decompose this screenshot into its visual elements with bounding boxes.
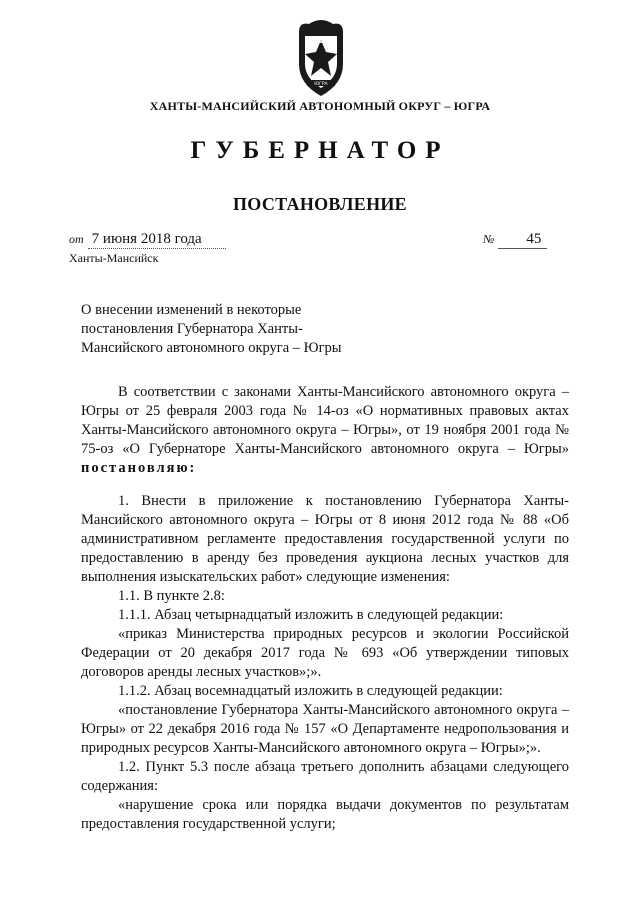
date-prefix: от <box>69 232 84 246</box>
number-value: 45 <box>498 231 547 249</box>
paragraph-1-2: 1.2. Пункт 5.3 после абзаца третьего дополнить абзацами следующего содержания: <box>81 759 569 794</box>
number-prefix: № <box>483 232 495 246</box>
coat-of-arms-icon <box>293 18 349 102</box>
paragraph-1-1-2-text: «постановление Губернатора Ханты-Мансийского автономного округа – Югры» от 22 декабря 2016 года № 157 «О Департаменте недропользования и природных ресурсов Ханты-Мансийского автономного округа – Югры»;». <box>81 702 569 756</box>
number-line <box>483 231 547 249</box>
paragraph-1-2-text: «нарушение срока или порядка выдачи документов по результатам предоставления государственной услуги; <box>81 797 569 832</box>
date-value: 7 июня 2018 года <box>88 231 226 249</box>
resolve-word: постановляю: <box>81 460 197 476</box>
subject-line: О внесении изменений в некоторые <box>81 302 302 318</box>
preamble <box>81 383 569 478</box>
governor-title: ГУБЕРНАТОР <box>190 137 450 164</box>
date-line <box>69 231 226 249</box>
paragraph-1-1-2: 1.1.2. Абзац восемнадцатый изложить в следующей редакции: <box>118 683 503 699</box>
region-title: ХАНТЫ-МАНСИЙСКИЙ АВТОНОМНЫЙ ОКРУГ – ЮГРА <box>149 99 491 113</box>
city: Ханты-Мансийск <box>69 251 159 265</box>
paragraph-1-1: 1.1. В пункте 2.8: <box>118 588 225 604</box>
paragraph-1-1-1-text: «приказ Министерства природных ресурсов и экологии Российской Федерации от 20 декабря 2017 года № 693 «Об утверждении типовых договоров аренды лесных участков»;». <box>81 626 569 680</box>
paragraph-1: 1. Внести в приложение к постановлению Губернатора Ханты-Мансийского автономного округа – Югры от 8 июня 2012 года № 88 «Об административном регламенте предоставления государственной услуги по предоставлению в аренду без проведения аукциона лесных участков для выполнения изыскательских работ» следующие изменения: <box>81 493 569 585</box>
preamble-text: В соответствии с законами Ханты-Мансийского автономного округа – Югры от 25 февраля 2003 года № 14-оз «О нормативных правовых актах Ханты-Мансийского автономного округа – Югры», от 19 ноября 2001 года № 75-оз «О Губернаторе Ханты-Мансийского автономного округа – Югры» <box>81 384 569 457</box>
document-body <box>81 383 569 834</box>
subject <box>81 301 381 358</box>
subject-line: Мансийского автономного округа – Югры <box>81 340 342 356</box>
paragraph-1-1-1: 1.1.1. Абзац четырнадцатый изложить в следующей редакции: <box>118 607 504 623</box>
document-type: ПОСТАНОВЛЕНИЕ <box>233 194 407 214</box>
svg-text:ЮГРА: ЮГРА <box>314 82 328 87</box>
subject-line: постановления Губернатора Ханты- <box>81 321 303 337</box>
